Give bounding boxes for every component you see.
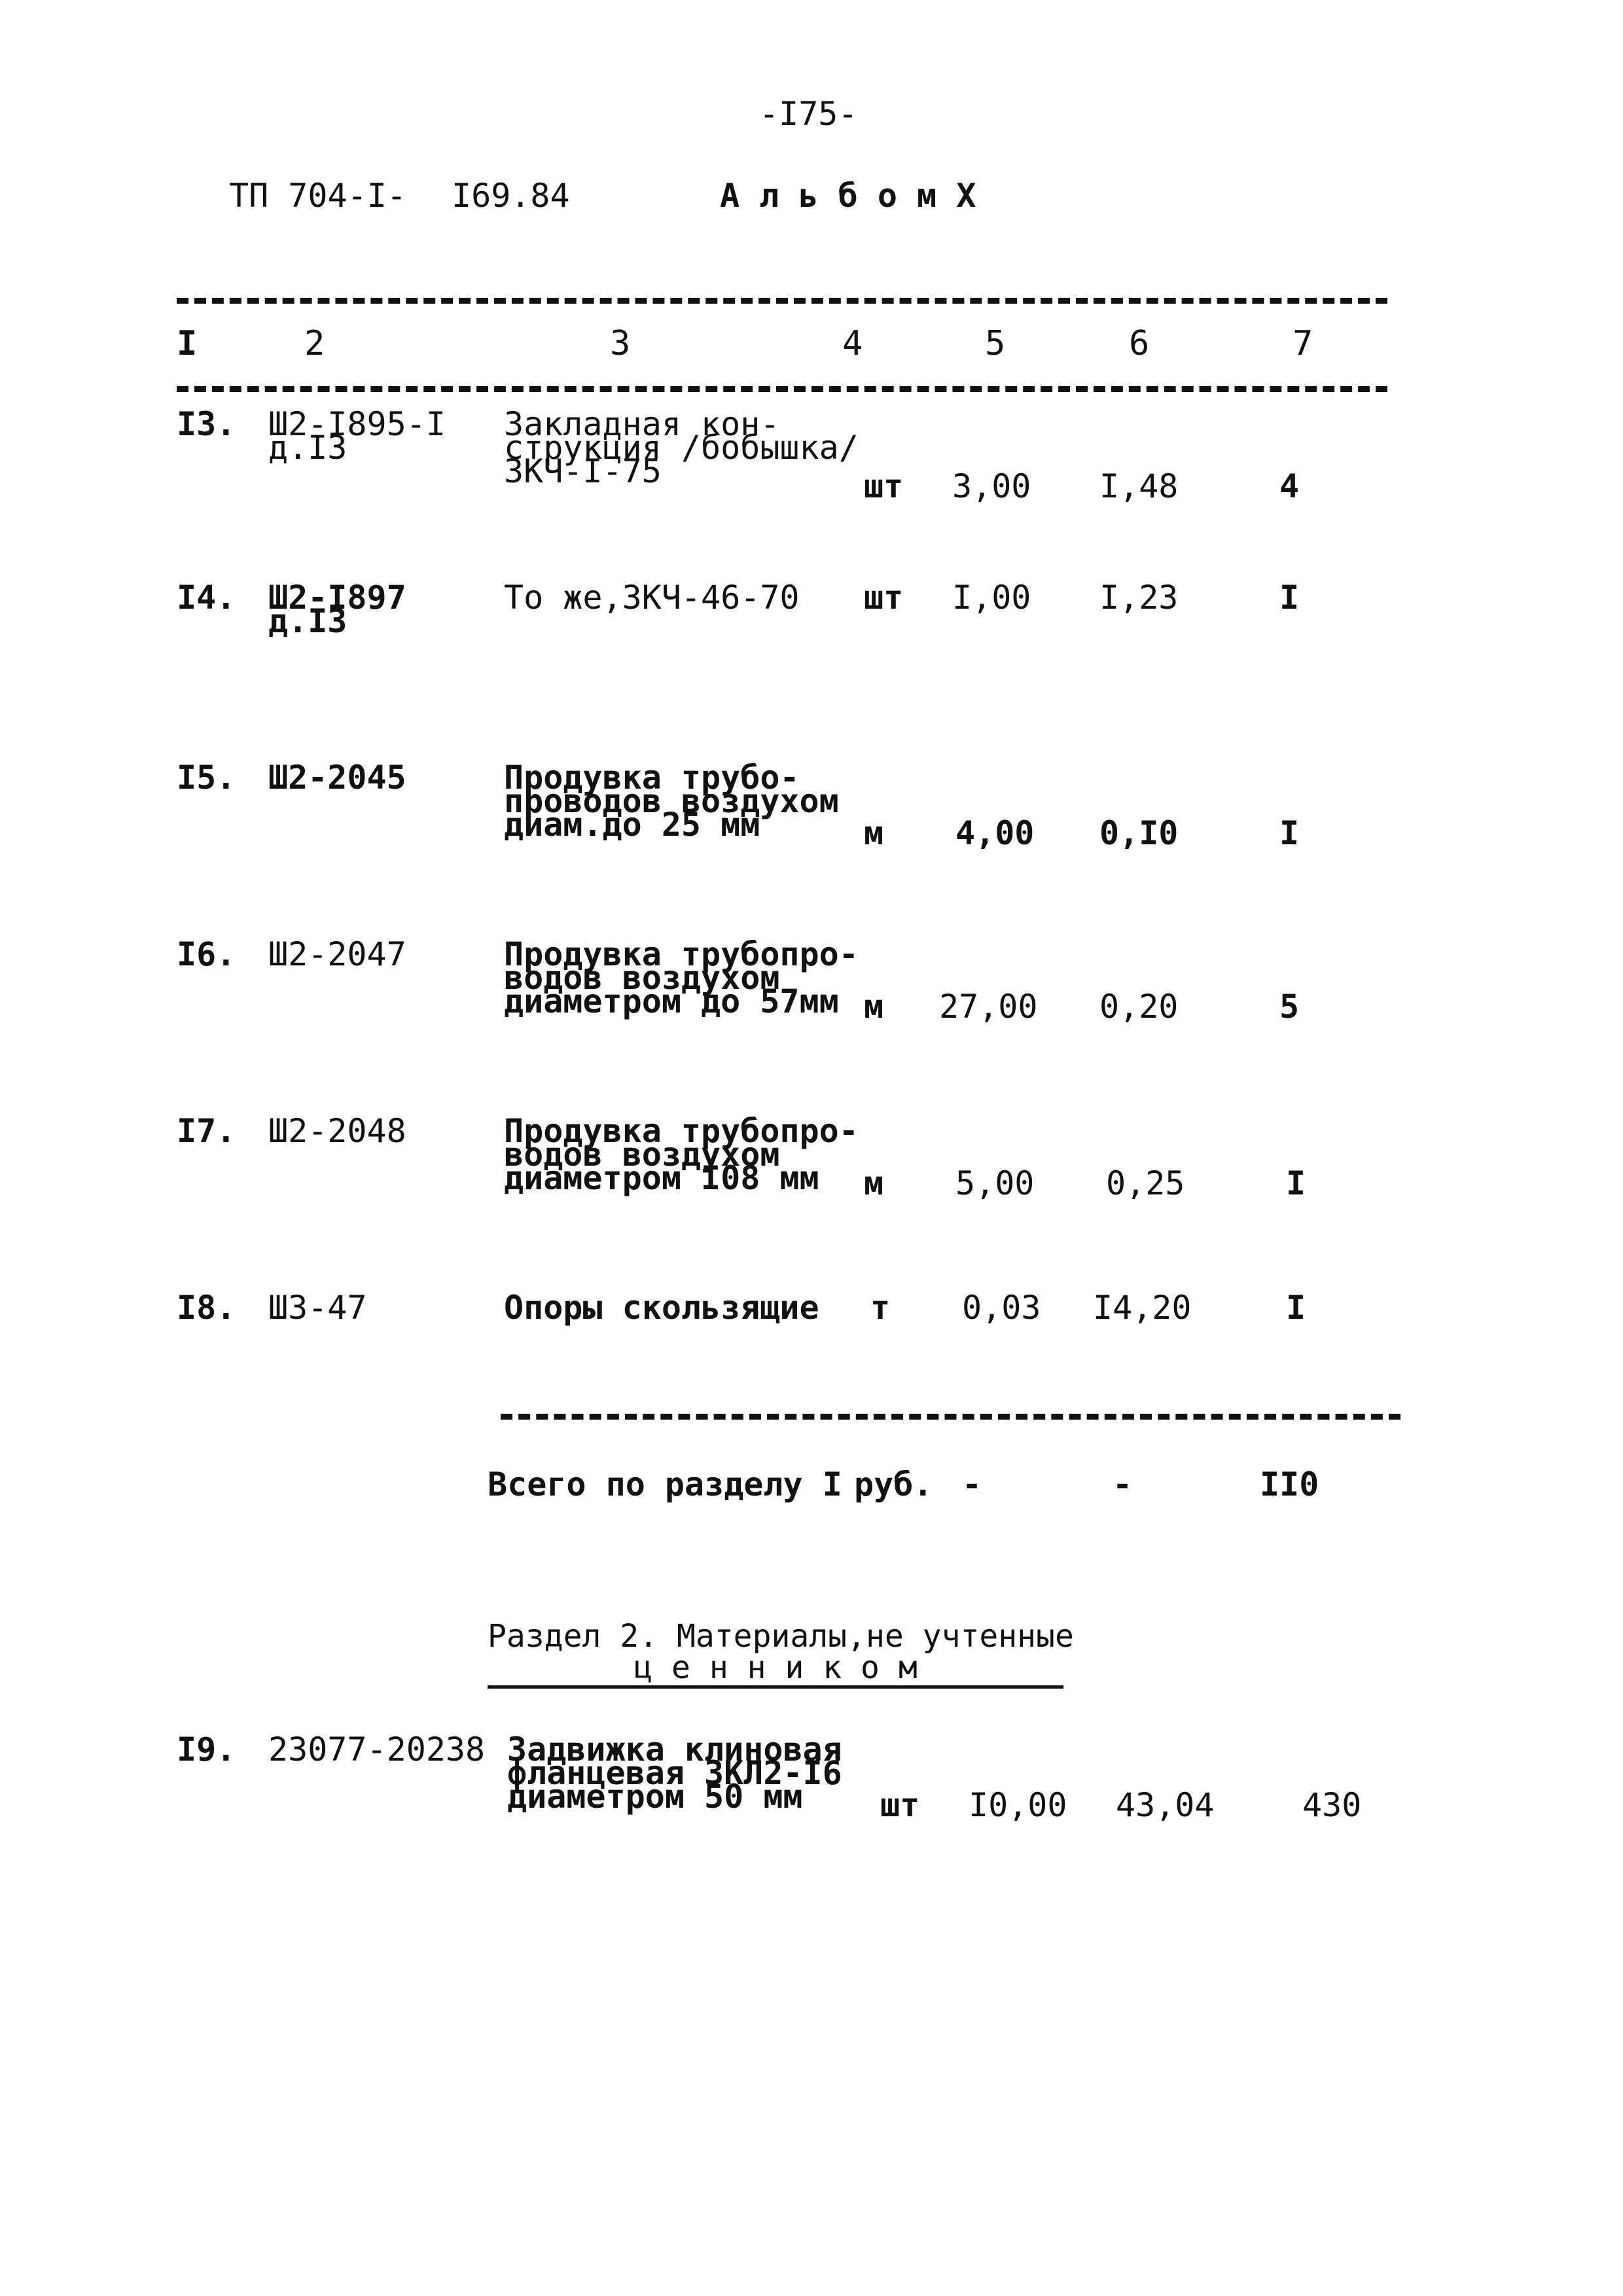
- col-header-4: 4: [842, 324, 863, 363]
- row-total: I: [1279, 814, 1300, 852]
- section-total-qty: -: [962, 1465, 982, 1503]
- row-number: I9.: [177, 1731, 236, 1768]
- row-quantity: 0,03: [962, 1289, 1041, 1327]
- col-header-5: 5: [985, 324, 1006, 363]
- row-code: 23077-20238: [268, 1731, 486, 1768]
- row-code: Ш2-2047: [268, 935, 406, 973]
- row-code: Ш2-I897 д.I3: [268, 579, 406, 640]
- row-code: Ш2-I895-I д.I3: [268, 405, 446, 467]
- row-price: 43,04: [1116, 1786, 1215, 1824]
- section-total-value: II0: [1260, 1465, 1319, 1503]
- row-quantity: 27,00: [939, 988, 1038, 1026]
- row-code: Ш2-2045: [268, 759, 406, 797]
- col-header-1: I: [177, 324, 198, 363]
- row-total: I: [1279, 579, 1300, 617]
- section-total-unit: руб.: [854, 1465, 933, 1503]
- row-code: Ш3-47: [268, 1289, 367, 1327]
- row-number: I5.: [177, 759, 236, 797]
- row-unit: шт: [880, 1786, 920, 1824]
- row-unit: т: [870, 1289, 891, 1327]
- col-header-2: 2: [304, 324, 325, 363]
- row-unit: м: [864, 988, 884, 1026]
- row-total: 4: [1279, 467, 1300, 505]
- row-price: I,48: [1099, 467, 1179, 505]
- row-quantity: 4,00: [955, 814, 1035, 852]
- row-description: Закладная кон- струкция /бобышка/ ЗКЧ-I-75: [504, 405, 859, 490]
- row-description: Опоры скользящие: [504, 1289, 819, 1327]
- row-description: То же,ЗКЧ-46-70: [504, 579, 800, 617]
- row-number: I3.: [177, 405, 236, 443]
- row-unit: м: [864, 814, 884, 852]
- row-total: I: [1286, 1164, 1306, 1202]
- row-price: 0,I0: [1099, 814, 1179, 852]
- section2-subtitle: ц е н н и к о м: [633, 1649, 918, 1686]
- row-quantity: 5,00: [955, 1164, 1035, 1202]
- row-number: I7.: [177, 1112, 236, 1150]
- row-description: Продувка трубопро- водов воздухом диаметром I08 мм: [504, 1112, 859, 1197]
- row-unit: шт: [864, 579, 904, 617]
- row-quantity: I,00: [952, 579, 1031, 617]
- col-header-3: 3: [610, 324, 631, 363]
- row-unit: шт: [864, 467, 904, 505]
- section-total-price: -: [1113, 1465, 1133, 1503]
- row-total: 430: [1302, 1786, 1362, 1824]
- row-number: I6.: [177, 935, 236, 973]
- table-header-rule: [177, 386, 1387, 392]
- row-price: I,23: [1099, 579, 1179, 617]
- row-number: I4.: [177, 579, 236, 617]
- row-unit: м: [864, 1164, 884, 1202]
- row-description: Продувка трубопро- водов воздухом диаметром до 57мм: [504, 935, 859, 1020]
- doc-number: I69.84: [452, 177, 570, 215]
- row-quantity: 3,00: [952, 467, 1031, 505]
- row-price: 0,20: [1099, 988, 1179, 1026]
- total-rule: [501, 1414, 1400, 1420]
- section-total-label: Всего по разделу I: [488, 1465, 842, 1503]
- row-description: Продувка трубо- проводов воздухом диам.до 25 мм: [504, 759, 839, 844]
- row-price: I4,20: [1093, 1289, 1192, 1327]
- row-total: 5: [1279, 988, 1300, 1026]
- section2-title: Раздел 2. Материалы,не учтенные: [488, 1618, 1074, 1655]
- col-header-6: 6: [1129, 324, 1150, 363]
- row-code: Ш2-2048: [268, 1112, 406, 1150]
- page-number: -I75-: [759, 95, 858, 133]
- row-price: 0,25: [1106, 1164, 1185, 1202]
- table-top-rule: [177, 298, 1387, 304]
- row-total: I: [1286, 1289, 1306, 1327]
- row-description: Задвижка клиновая фланцевая ЗКЛ2-I6 диаметром 50 мм: [507, 1731, 842, 1816]
- row-number: I8.: [177, 1289, 236, 1327]
- row-quantity: I0,00: [969, 1786, 1067, 1824]
- col-header-7: 7: [1293, 324, 1313, 363]
- album-title: А л ь б о м X: [720, 177, 976, 215]
- section2-underline: [488, 1685, 1063, 1689]
- doc-code: ТП 704-I-: [229, 177, 406, 215]
